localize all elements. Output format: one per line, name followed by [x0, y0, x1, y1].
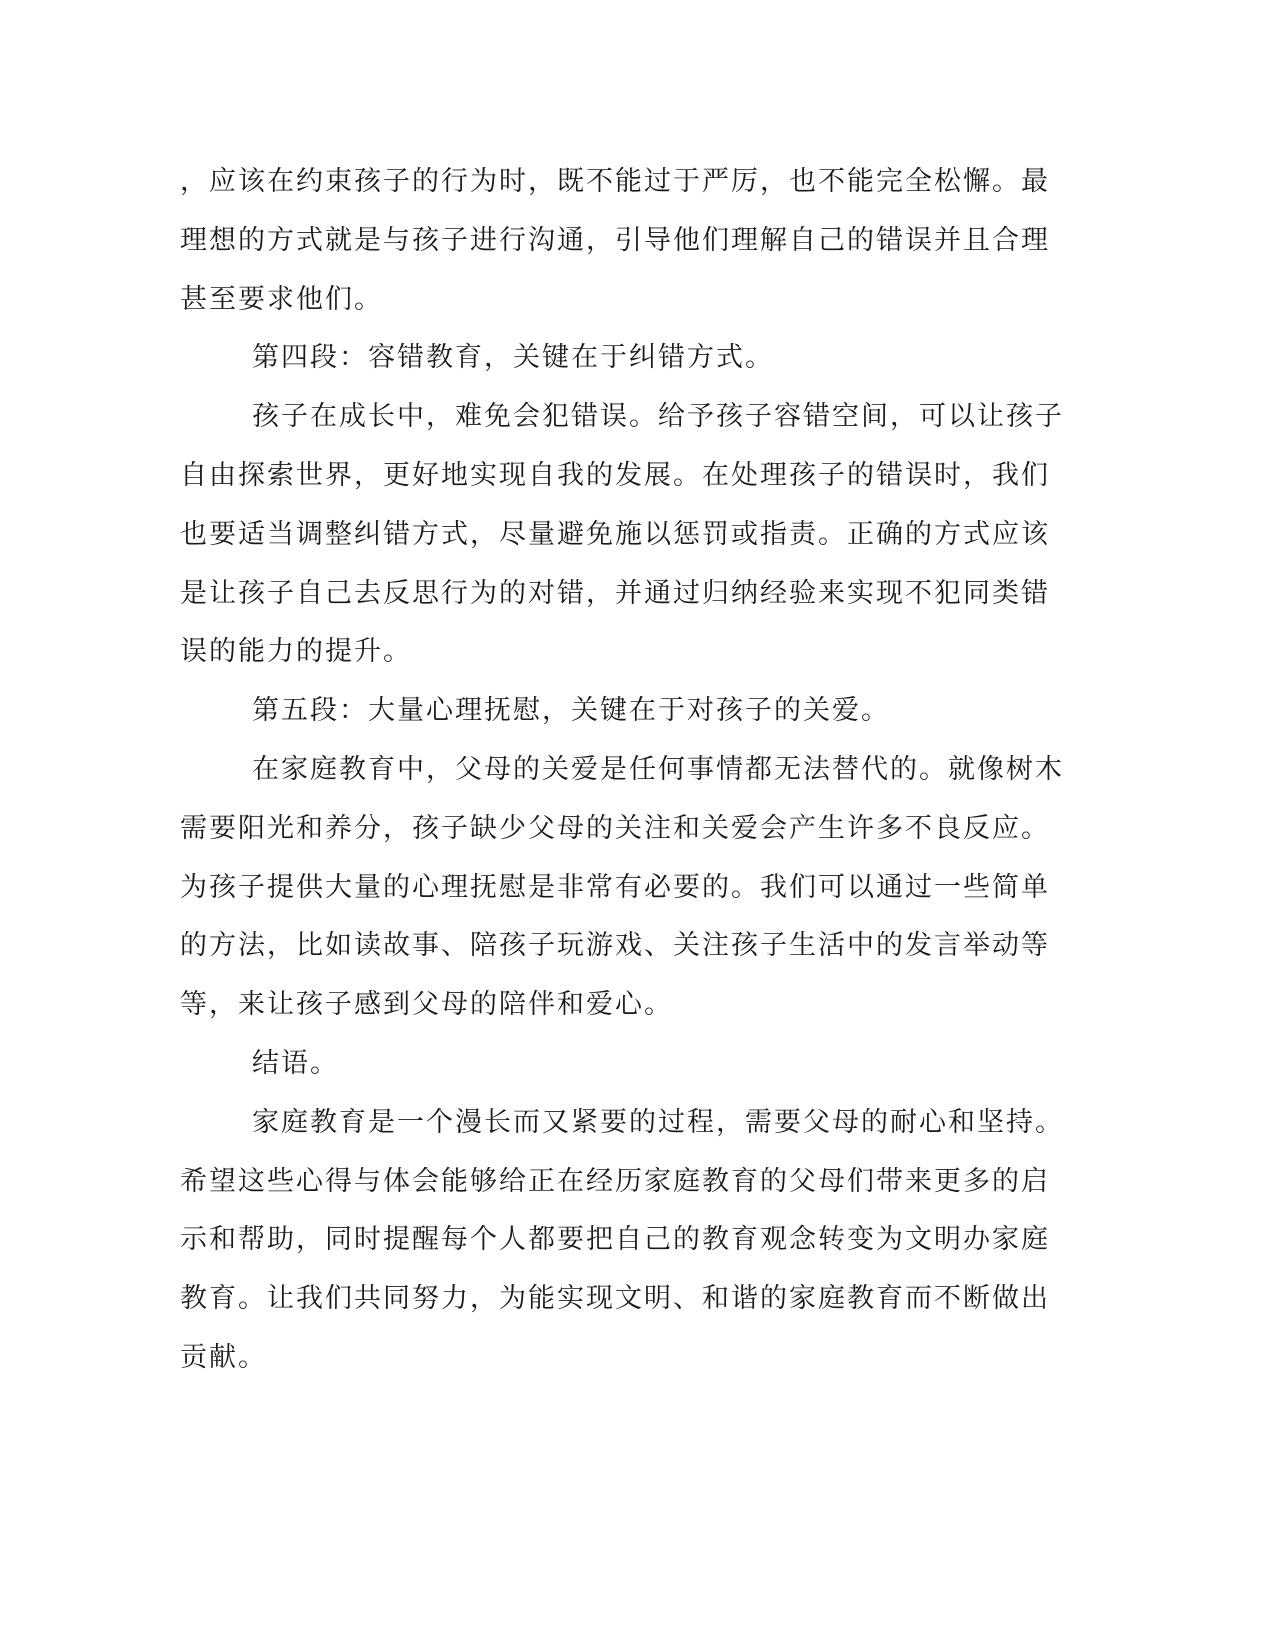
text-line: 也要适当调整纠错方式，尽量避免施以惩罚或指责。正确的方式应该 — [180, 519, 1050, 550]
text-line: 希望这些心得与体会能够给正在经历家庭教育的父母们带来更多的启 — [180, 1166, 1050, 1197]
text-line: 等，来让孩子感到父母的陪伴和爱心。 — [180, 989, 673, 1020]
text-line: 在家庭教育中，父母的关爱是任何事情都无法替代的。就像树木 — [252, 754, 1064, 785]
text-line: 理想的方式就是与孩子进行沟通，引导他们理解自己的错误并且合理 — [180, 225, 1050, 256]
text-line: 示和帮助，同时提醒每个人都要把自己的教育观念转变为文明办家庭 — [180, 1224, 1050, 1255]
text-line: 的方法，比如读故事、陪孩子玩游戏、关注孩子生活中的发言举动等 — [180, 930, 1050, 961]
section-heading: 第四段：容错教育，关键在于纠错方式。 — [252, 342, 774, 373]
text-line: 孩子在成长中，难免会犯错误。给予孩子容错空间，可以让孩子 — [252, 401, 1064, 432]
text-line: 甚至要求他们。 — [180, 284, 383, 315]
text-line: 为孩子提供大量的心理抚慰是非常有必要的。我们可以通过一些简单 — [180, 872, 1050, 903]
text-line: 教育。让我们共同努力，为能实现文明、和谐的家庭教育而不断做出 — [180, 1283, 1050, 1314]
section-heading: 第五段：大量心理抚慰，关键在于对孩子的关爱。 — [252, 695, 890, 726]
text-line: ，应该在约束孩子的行为时，既不能过于严厉，也不能完全松懈。最 — [180, 166, 1050, 197]
section-heading: 结语。 — [252, 1048, 339, 1079]
text-line: 贡献。 — [180, 1342, 267, 1373]
text-line: 家庭教育是一个漫长而又紧要的过程，需要父母的耐心和坚持。 — [252, 1107, 1064, 1138]
text-line: 需要阳光和养分，孩子缺少父母的关注和关爱会产生许多不良反应。 — [180, 813, 1050, 844]
text-line: 自由探索世界，更好地实现自我的发展。在处理孩子的错误时，我们 — [180, 460, 1050, 491]
text-line: 误的能力的提升。 — [180, 636, 412, 667]
text-line: 是让孩子自己去反思行为的对错，并通过归纳经验来实现不犯同类错 — [180, 578, 1050, 609]
